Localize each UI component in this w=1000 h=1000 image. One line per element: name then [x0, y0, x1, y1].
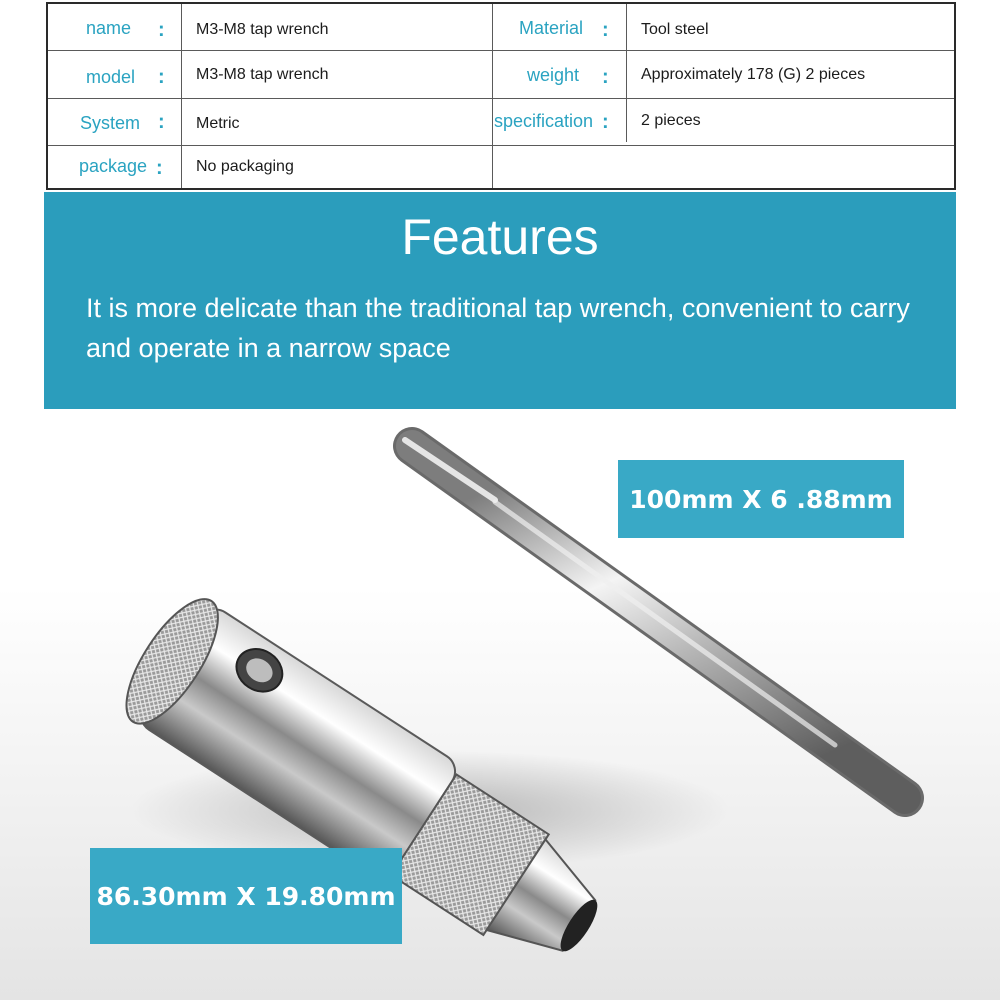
body-dimension-label: 86.30mm X 19.80mm: [90, 848, 402, 944]
spec-label-specification: specification: [494, 111, 594, 131]
spec-value-model: M3-M8 tap wrench: [196, 66, 329, 83]
spec-colon: :: [158, 66, 165, 88]
features-description: It is more delicate than the traditional tap wrench, convenient to carry and operate in a narrow space: [86, 293, 910, 363]
features-banner: [44, 192, 956, 409]
spec-value-system: Metric: [196, 115, 240, 132]
spec-table: [46, 2, 956, 190]
spec-value-weight: Approximately 178 (G) 2 pieces: [641, 66, 866, 83]
row-divider: [48, 145, 954, 146]
spec-colon: :: [156, 157, 163, 179]
spec-label-model: model: [86, 67, 136, 87]
spec-label-name: name: [86, 18, 132, 38]
spec-label-material: Material: [519, 18, 584, 38]
column-divider: [626, 4, 627, 142]
row-divider: [48, 50, 954, 51]
column-divider: [492, 4, 493, 188]
spec-value-name: M3-M8 tap wrench: [196, 21, 329, 38]
spec-label-system: System: [80, 113, 141, 133]
spec-colon: :: [602, 66, 609, 88]
features-title: Features: [401, 209, 599, 265]
spec-value-specification: 2 pieces: [641, 112, 701, 129]
spec-label-weight: weight: [527, 65, 580, 85]
spec-colon: :: [602, 19, 609, 41]
spec-value-package: No packaging: [196, 158, 294, 175]
row-divider: [48, 98, 954, 99]
spec-colon: :: [158, 111, 165, 133]
product-photo: [0, 410, 1000, 1000]
handle-dimension-label: 100mm X 6 .88mm: [618, 460, 904, 538]
spec-colon: :: [602, 111, 609, 133]
column-divider: [181, 4, 182, 188]
spec-label-package: package: [79, 156, 148, 176]
spec-colon: :: [158, 19, 165, 41]
spec-value-material: Tool steel: [641, 21, 709, 38]
